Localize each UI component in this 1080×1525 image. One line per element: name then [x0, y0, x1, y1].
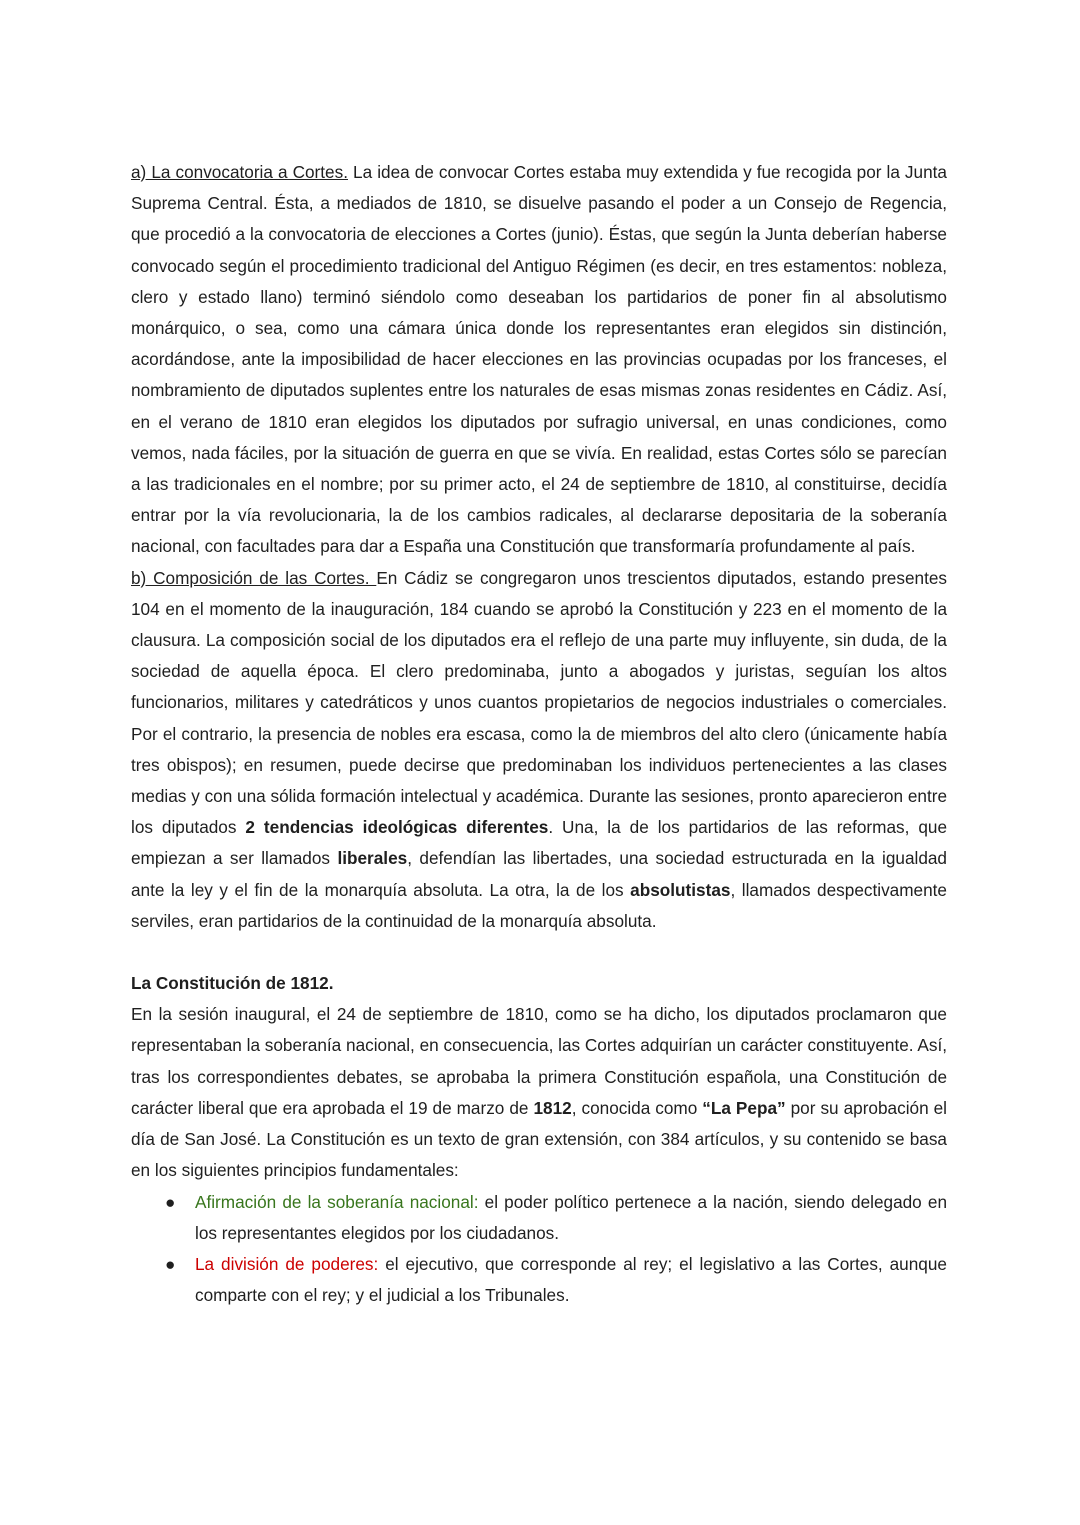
list-item-soberania	[131, 1187, 947, 1249]
section-b-text-2: . Una, la de los partidarios de las reformas, que empiezan a ser llamados	[131, 817, 948, 869]
list-item-division	[131, 1249, 947, 1311]
section-b-heading: b) Composición de las Cortes.	[131, 567, 377, 588]
section-b-text-3: , defendían las libertades, una sociedad estructurada en la igualdad ante la ley y el fin de la monarquía absoluta. La otra, la de los	[131, 848, 947, 900]
principles-list	[131, 1187, 947, 1312]
section-a-text: La idea de convocar Cortes estaba muy extendida y fue recogida por la Junta Suprema Central. Ésta, a mediados de 1810, se disuelve pasando el poder a un Consejo de Regencia, que procedió a la convocatoria de elecciones a Cortes (junio). Éstas, que según la Junta deberían haberse convocado según el procedimiento tradicional del Antiguo Régimen (es decir, en tres estamentos: nobleza, clero y estado llano) terminó siéndolo como deseaban los partidarios de poner fin al absolutismo monárquico, o sea, como una cámara única donde los representantes eran elegidos sin distinción, acordándose, ante la imposibilidad de hacer elecciones en las provincias ocupadas por los franceses, el nombramiento de diputados suplentes entre los naturales de esas mismas zonas residentes en Cádiz. Así, en el verano de 1810 eran elegidos los diputados por sufragio universal, en unas condiciones, como vemos, nada fáciles, por la situación de guerra en que se vivía. En realidad, estas Cortes sólo se parecían a las tradicionales en el nombre; por su primer acto, el 24 de septiembre de 1810, al constituirse, decidía entrar por la vía revolucionaria, la de los cambios radicales, al declararse depositaria de la soberanía nacional, con facultades para dar a España una Constitución que transformaría profundamente al país.	[131, 162, 947, 557]
section-spacer	[131, 937, 947, 968]
constitution-text-3: por su aprobación el día de San José. La Constitución es un texto de gran extensión, con 384 artículos, y su contenido se basa en los siguientes principios fundamentales:	[131, 1097, 947, 1181]
constitution-bold-year: 1812	[533, 1097, 572, 1118]
section-b-text-4: , llamados despectivamente serviles, eran partidarios de la continuidad de la monarquía absoluta.	[131, 879, 947, 931]
paragraph-constitucion	[131, 999, 947, 1186]
constitution-text-2: , conocida como	[571, 1097, 703, 1118]
principle-label-soberania: Afirmación de la soberanía nacional:	[195, 1191, 479, 1212]
constitution-text-1: En la sesión inaugural, el 24 de septiembre de 1810, como se ha dicho, los diputados proclamaron que representaban la soberanía nacional, en consecuencia, las Cortes adquirían un carácter constituyente. Así, tras los correspondientes debates, se aprobaba la primera Constitución española, una Constitución de carácter liberal que era aprobada el 19 de marzo de	[131, 1004, 947, 1118]
paragraph-convocatoria	[131, 157, 947, 563]
section-b-bold-liberales: liberales	[337, 848, 408, 869]
constitution-bold-pepa: “La Pepa”	[702, 1097, 786, 1118]
bullet-icon: ●	[165, 1253, 176, 1274]
section-b-bold-tendencias: 2 tendencias ideológicas diferentes	[245, 817, 549, 838]
paragraph-composicion	[131, 563, 947, 937]
section-a-heading: a) La convocatoria a Cortes.	[131, 162, 348, 182]
section-b-text-1: En Cádiz se congregaron unos trescientos diputados, estando presentes 104 en el momento de la inauguración, 184 cuando se aprobó la Constitución y 223 en el momento de la clausura. La composición social de los diputados era el reflejo de una parte muy influyente, sin duda, de la sociedad de aquella época. El clero predominaba, junto a abogados y juristas, seguían los altos funcionarios, militares y catedráticos y unos cuantos propietarios de negocios industriales o comerciales. Por el contrario, la presencia de nobles era escasa, como la de miembros del alto clero (únicamente había tres obispos); en resumen, puede decirse que predominaban los individuos pertenecientes a las clases medias y con una sólida formación intelectual y académica. Durante las sesiones, pronto aparecieron entre los diputados	[131, 567, 947, 838]
principle-label-division: La división de poderes:	[195, 1253, 379, 1274]
principle-text-soberania: el poder político pertenece a la nación, siendo delegado en los representantes elegidos por los ciudadanos.	[195, 1191, 947, 1243]
section-b-bold-absolutistas: absolutistas	[630, 879, 731, 900]
document-page	[131, 157, 947, 1311]
principle-text-division: el ejecutivo, que corresponde al rey; el legislativo a las Cortes, aunque comparte con el rey; y el judicial a los Tribunales.	[195, 1253, 947, 1306]
constitution-title: La Constitución de 1812.	[131, 973, 334, 994]
bullet-icon: ●	[165, 1191, 176, 1212]
